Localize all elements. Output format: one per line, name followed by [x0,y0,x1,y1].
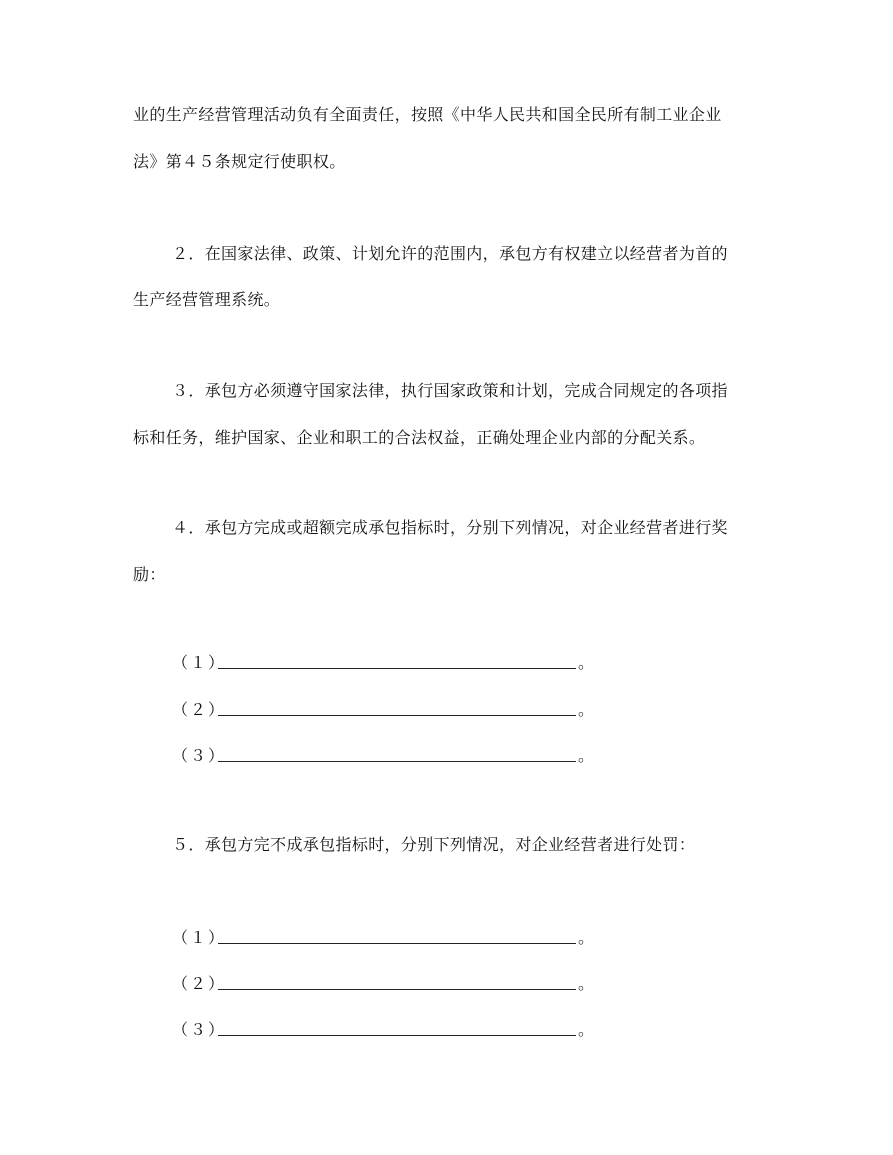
reward-item-2 [172,699,594,721]
fill-in-blank[interactable] [218,652,576,669]
paragraph-3-line-2: 标和任务，维护国家、企业和职工的合法权益，正确处理企业内部的分配关系。 [133,428,706,447]
paragraph-4-line-1: ４．承包方完成或超额完成承包指标时，分别下列情况，对企业经营者进行奖 [172,518,728,537]
paragraph-3-line-1: ３．承包方必须遵守国家法律，执行国家政策和计划，完成合同规定的各项指 [172,381,728,400]
fill-in-blank[interactable] [218,1019,576,1036]
item-period: 。 [578,974,595,993]
paragraph-1-line-2: 法》第４５条规定行使职权。 [133,152,346,171]
item-period: 。 [578,746,595,765]
penalty-item-1 [172,927,594,949]
fill-in-blank[interactable] [218,699,576,716]
fill-in-blank[interactable] [218,745,576,762]
item-period: 。 [578,928,595,947]
item-period: 。 [578,700,595,719]
penalty-item-2 [172,973,594,995]
reward-item-3 [172,745,594,767]
item-number: （１） [172,653,227,672]
item-number: （２） [172,700,227,719]
item-period: 。 [578,1020,595,1039]
fill-in-blank[interactable] [218,973,576,990]
paragraph-2-line-2: 生产经营管理系统。 [133,290,281,309]
paragraph-1-line-1: 业的生产经营管理活动负有全面责任，按照《中华人民共和国全民所有制工业企业 [133,105,722,124]
fill-in-blank[interactable] [218,927,576,944]
item-number: （３） [172,1020,227,1039]
item-number: （２） [172,974,227,993]
paragraph-2-line-1: ２．在国家法律、政策、计划允许的范围内，承包方有权建立以经营者为首的 [172,244,728,263]
item-number: （１） [172,928,227,947]
reward-item-1 [172,652,594,674]
paragraph-5-line-1: ５．承包方完不成承包指标时，分别下列情况，对企业经营者进行处罚： [172,835,696,854]
item-period: 。 [578,653,595,672]
penalty-item-3 [172,1019,594,1041]
item-number: （３） [172,746,227,765]
paragraph-4-line-2: 励： [133,565,166,584]
